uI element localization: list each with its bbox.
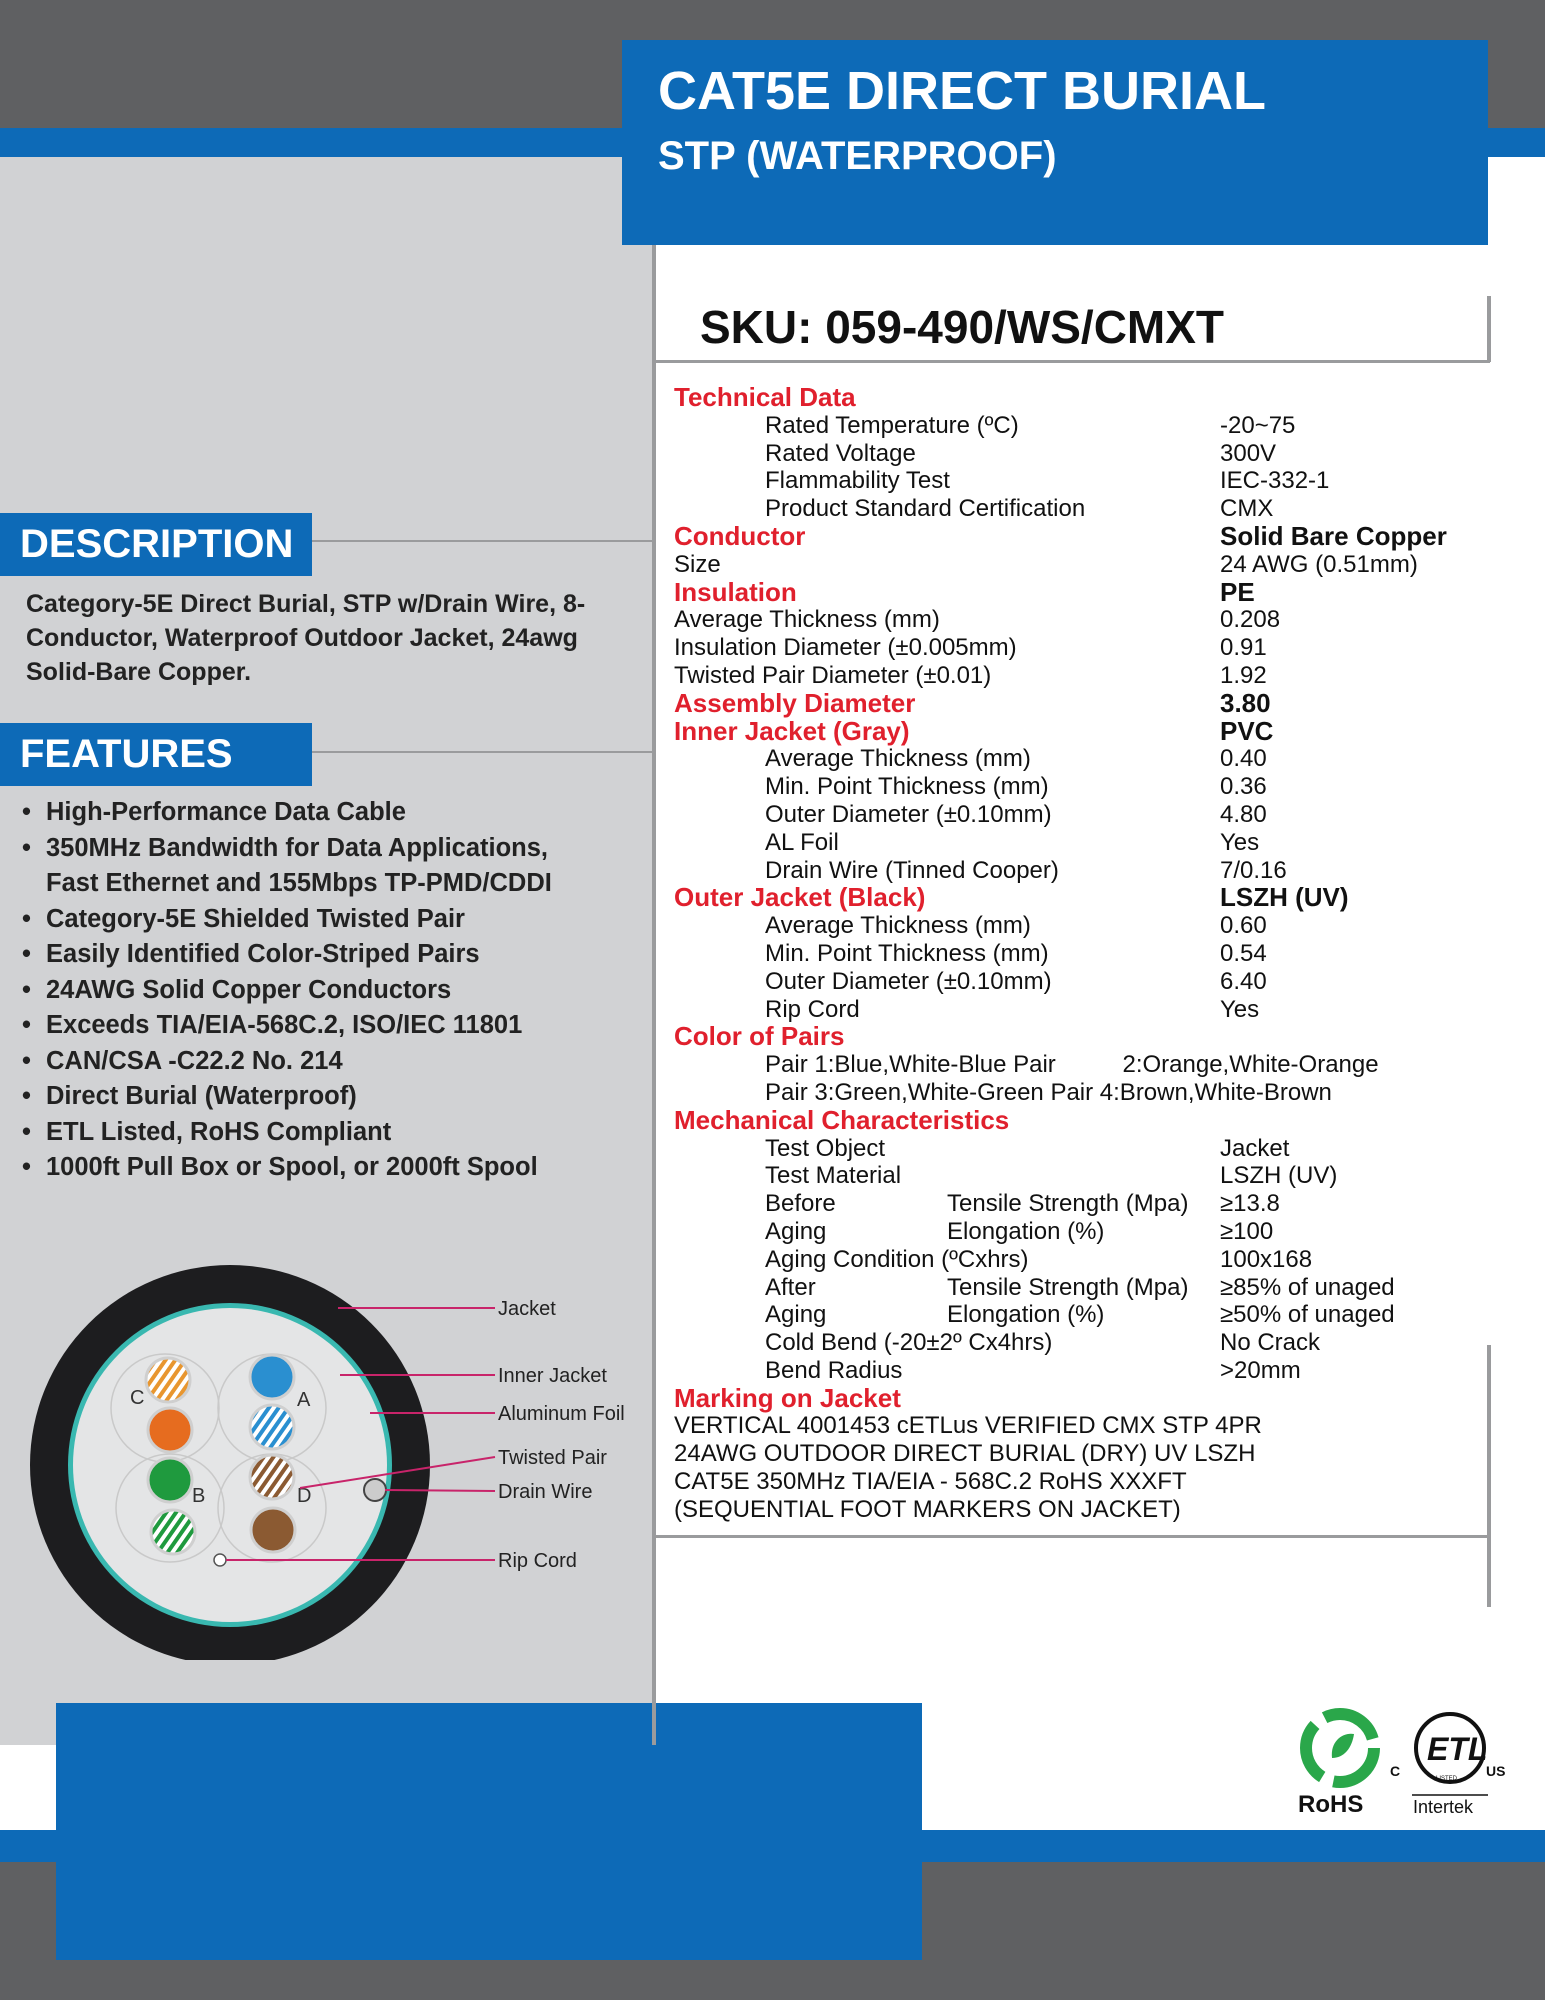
spec-label: Size xyxy=(674,550,721,578)
svg-text:ETL: ETL xyxy=(1427,1731,1488,1767)
conductor-white-blue xyxy=(250,1405,294,1449)
spec-row xyxy=(674,606,1494,634)
spec-row xyxy=(674,551,1494,579)
rip-cord-shape xyxy=(214,1554,226,1566)
spec-label: Aging Condition (ºCxhrs) xyxy=(765,1245,1029,1273)
etl-us-label: US xyxy=(1486,1763,1506,1779)
pair-c-label: C xyxy=(130,1387,145,1409)
spec-row xyxy=(674,1440,1494,1468)
spec-row xyxy=(674,1135,1494,1163)
spec-row xyxy=(674,801,1494,829)
spec-section-row xyxy=(674,1382,1494,1413)
spec-label: Test Material xyxy=(765,1162,902,1190)
spec-value: >20mm xyxy=(1220,1356,1301,1384)
spec-value: ≥100 xyxy=(1220,1217,1274,1245)
spec-value: ≥13.8 xyxy=(1220,1190,1280,1218)
spec-row xyxy=(674,996,1494,1024)
feature-item: • CAN/CSA -C22.2 No. 214 xyxy=(22,1044,552,1080)
spec-label: Test Object xyxy=(765,1134,886,1162)
spec-value: 300V xyxy=(1220,439,1277,467)
spec-section-heading: Mechanical Characteristics xyxy=(674,1104,1010,1135)
spec-section-heading: Inner Jacket (Gray) xyxy=(674,715,910,746)
conductor-blue xyxy=(250,1355,294,1399)
spec-value: 100x168 xyxy=(1220,1245,1313,1273)
spec-value: IEC-332-1 xyxy=(1220,467,1330,495)
spec-label: Flammability Test xyxy=(765,467,950,495)
spec-sublabel: Tensile Strength (Mpa) xyxy=(947,1273,1189,1301)
etl-c-label: C xyxy=(1390,1763,1401,1779)
description-text: Category-5E Direct Burial, STP w/Drain Wire, 8-Conductor, Waterproof Outdoor Jacket, 24awg Solid-Bare Copper. xyxy=(26,590,586,686)
drain-wire-shape xyxy=(364,1479,386,1501)
spec-label: Aging xyxy=(765,1301,827,1329)
label-jacket: Jacket xyxy=(498,1298,556,1320)
spec-label: Pair 1:Blue,White-Blue Pair 2:Orange,White-Orange xyxy=(765,1051,1379,1079)
spec-row xyxy=(674,968,1494,996)
page-subtitle: STP (WATERPROOF) xyxy=(658,134,1057,178)
spec-label: Bend Radius xyxy=(765,1356,903,1384)
spec-label: Average Thickness (mm) xyxy=(674,606,940,634)
spec-value: 24 AWG (0.51mm) xyxy=(1220,550,1418,578)
conductor-white-orange xyxy=(146,1358,190,1402)
spec-value: No Crack xyxy=(1220,1329,1321,1357)
features-rule xyxy=(312,751,654,753)
feature-item: • 24AWG Solid Copper Conductors xyxy=(22,973,552,1009)
footer-blue-box xyxy=(56,1703,922,1960)
spec-label: CAT5E 350MHz TIA/EIA - 568C.2 RoHS XXXFT xyxy=(674,1468,1187,1496)
rohs-label: RoHS xyxy=(1298,1791,1364,1818)
cable-cross-section xyxy=(10,1230,660,1660)
features-heading: FEATURES xyxy=(0,723,312,786)
spec-section-row xyxy=(674,1023,1494,1051)
label-aluminum-foil: Aluminum Foil xyxy=(498,1403,625,1425)
spec-row xyxy=(674,440,1494,468)
spec-value: 1.92 xyxy=(1220,661,1267,689)
spec-row xyxy=(674,1218,1494,1246)
spec-section-heading: Insulation xyxy=(674,576,797,607)
page-title: CAT5E DIRECT BURIAL xyxy=(658,61,1267,121)
label-drain-wire: Drain Wire xyxy=(498,1481,593,1503)
spec-value: Yes xyxy=(1220,828,1260,856)
spec-label: AL Foil xyxy=(765,828,839,856)
conductor-orange xyxy=(148,1408,192,1452)
pair-b-label: B xyxy=(192,1485,206,1507)
spec-value: PVC xyxy=(1220,715,1274,746)
conductor-green xyxy=(148,1458,192,1502)
spec-value: 0.54 xyxy=(1220,939,1267,967)
spec-value: 6.40 xyxy=(1220,967,1267,995)
spec-row xyxy=(674,940,1494,968)
label-rip-cord: Rip Cord xyxy=(498,1550,577,1572)
feature-item: • Exceeds TIA/EIA-568C.2, ISO/IEC 11801 xyxy=(22,1008,552,1044)
spec-sublabel: Elongation (%) xyxy=(947,1301,1105,1329)
spec-label: VERTICAL 4001453 cETLus VERIFIED CMX STP 4PR xyxy=(674,1412,1262,1440)
feature-item: • 350MHz Bandwidth for Data Applications, xyxy=(22,831,552,867)
rohs-icon xyxy=(1298,1714,1374,1818)
spec-row xyxy=(674,662,1494,690)
spec-section-heading: Assembly Diameter xyxy=(674,687,916,718)
spec-section-row xyxy=(674,520,1494,551)
spec-label: Min. Point Thickness (mm) xyxy=(765,773,1049,801)
feature-item: Fast Ethernet and 155Mbps TP-PMD/CDDI xyxy=(46,869,552,897)
spec-value: 0.60 xyxy=(1220,912,1267,940)
label-twisted-pair: Twisted Pair xyxy=(498,1447,607,1469)
spec-value: 0.208 xyxy=(1220,606,1281,634)
spec-section-row xyxy=(674,1104,1494,1135)
spec-label: Product Standard Certification xyxy=(765,495,1086,523)
spec-label: Average Thickness (mm) xyxy=(765,912,1031,940)
description-rule xyxy=(312,540,654,542)
spec-section-heading: Outer Jacket (Black) xyxy=(674,882,926,913)
spec-label: After xyxy=(765,1273,816,1301)
intertek-label: Intertek xyxy=(1413,1797,1474,1817)
etl-listed-label: LISTED xyxy=(1436,1776,1458,1782)
sku-label: SKU: 059-490/WS/CMXT xyxy=(700,301,1225,353)
spec-value: LSZH (UV) xyxy=(1220,1162,1338,1190)
spec-table xyxy=(674,384,1494,1524)
pair-a-label: A xyxy=(297,1389,311,1411)
feature-item: • Category-5E Shielded Twisted Pair xyxy=(22,902,552,938)
spec-section-heading: Conductor xyxy=(674,520,806,551)
spec-row xyxy=(674,1246,1494,1274)
spec-value: 4.80 xyxy=(1220,800,1267,828)
spec-value: 0.40 xyxy=(1220,745,1267,773)
spec-sublabel: Tensile Strength (Mpa) xyxy=(947,1190,1189,1218)
spec-label: Insulation Diameter (±0.005mm) xyxy=(674,634,1017,662)
spec-section-row xyxy=(674,884,1494,912)
spec-row xyxy=(674,495,1494,523)
spec-sublabel: Elongation (%) xyxy=(947,1217,1105,1245)
spec-label: Average Thickness (mm) xyxy=(765,745,1031,773)
spec-label: Aging xyxy=(765,1217,827,1245)
spec-section-row xyxy=(674,687,1494,718)
spec-row xyxy=(674,1190,1494,1218)
divider-sku xyxy=(656,360,1490,363)
spec-label: (SEQUENTIAL FOOT MARKERS ON JACKET) xyxy=(674,1495,1181,1523)
spec-value: Jacket xyxy=(1220,1134,1290,1162)
spec-label: Min. Point Thickness (mm) xyxy=(765,939,1049,967)
spec-label: Rated Temperature (ºC) xyxy=(765,411,1019,439)
spec-value: 3.80 xyxy=(1220,687,1271,718)
feature-item: • High-Performance Data Cable xyxy=(22,795,552,831)
spec-label: Pair 3:Green,White-Green Pair 4:Brown,White-Brown xyxy=(765,1078,1332,1106)
spec-row xyxy=(674,1468,1494,1496)
feature-item: • ETL Listed, RoHS Compliant xyxy=(22,1115,552,1151)
spec-section-heading: Marking on Jacket xyxy=(674,1382,901,1413)
spec-value: Yes xyxy=(1220,995,1260,1023)
spec-row xyxy=(674,1496,1494,1524)
spec-value: 0.91 xyxy=(1220,634,1267,662)
spec-row xyxy=(674,1301,1494,1329)
spec-value: 0.36 xyxy=(1220,773,1267,801)
spec-label: Drain Wire (Tinned Cooper) xyxy=(765,856,1059,884)
spec-label: Rip Cord xyxy=(765,995,860,1023)
label-inner-jacket: Inner Jacket xyxy=(498,1365,607,1387)
etl-icon xyxy=(1390,1714,1505,1817)
spec-row xyxy=(674,745,1494,773)
spec-value: 7/0.16 xyxy=(1220,856,1287,884)
spec-row xyxy=(674,1079,1494,1107)
conductor-white-green xyxy=(151,1510,195,1554)
description-heading: DESCRIPTION xyxy=(0,513,312,576)
spec-value: -20~75 xyxy=(1220,411,1296,439)
spec-value: CMX xyxy=(1220,495,1274,523)
pair-d-label: D xyxy=(297,1485,312,1507)
spec-section-row xyxy=(674,576,1494,607)
spec-row xyxy=(674,1357,1494,1385)
feature-item: • 1000ft Pull Box or Spool, or 2000ft Spool xyxy=(22,1150,552,1186)
spec-label: 24AWG OUTDOOR DIRECT BURIAL (DRY) UV LSZH xyxy=(674,1440,1256,1468)
spec-label: Before xyxy=(765,1190,836,1218)
spec-section-row xyxy=(674,384,1494,412)
spec-value: ≥50% of unaged xyxy=(1220,1301,1395,1329)
conductor-white-brown xyxy=(250,1455,294,1499)
spec-row xyxy=(674,1412,1494,1440)
divider-specs-end xyxy=(656,1535,1490,1538)
spec-row xyxy=(674,773,1494,801)
spec-row xyxy=(674,857,1494,885)
spec-label: Twisted Pair Diameter (±0.01) xyxy=(674,661,992,689)
inner-jacket-shape xyxy=(73,1308,387,1622)
spec-row xyxy=(674,1162,1494,1190)
spec-value: PE xyxy=(1220,576,1255,607)
feature-item: • Direct Burial (Waterproof) xyxy=(22,1079,552,1115)
spec-value: LSZH (UV) xyxy=(1220,882,1349,913)
spec-value: ≥85% of unaged xyxy=(1220,1273,1395,1301)
spec-label: Rated Voltage xyxy=(765,439,916,467)
spec-row xyxy=(674,467,1494,495)
spec-row xyxy=(674,412,1494,440)
spec-label: Outer Diameter (±0.10mm) xyxy=(765,800,1052,828)
divider-right-top xyxy=(1487,296,1491,362)
spec-row xyxy=(674,634,1494,662)
feature-item: • Easily Identified Color-Striped Pairs xyxy=(22,937,552,973)
spec-section-heading: Technical Data xyxy=(674,382,856,412)
spec-row xyxy=(674,1329,1494,1357)
spec-row xyxy=(674,1051,1494,1079)
spec-section-heading: Color of Pairs xyxy=(674,1021,845,1052)
spec-row xyxy=(674,912,1494,940)
spec-row xyxy=(674,1274,1494,1302)
spec-row xyxy=(674,829,1494,857)
spec-value: Solid Bare Copper xyxy=(1220,520,1447,551)
features-list xyxy=(22,795,552,1186)
conductor-brown xyxy=(251,1508,295,1552)
spec-label: Cold Bend (-20±2º Cx4hrs) xyxy=(765,1329,1053,1357)
certification-logos xyxy=(1290,1700,1510,1820)
spec-label: Outer Diameter (±0.10mm) xyxy=(765,967,1052,995)
spec-section-row xyxy=(674,715,1494,746)
